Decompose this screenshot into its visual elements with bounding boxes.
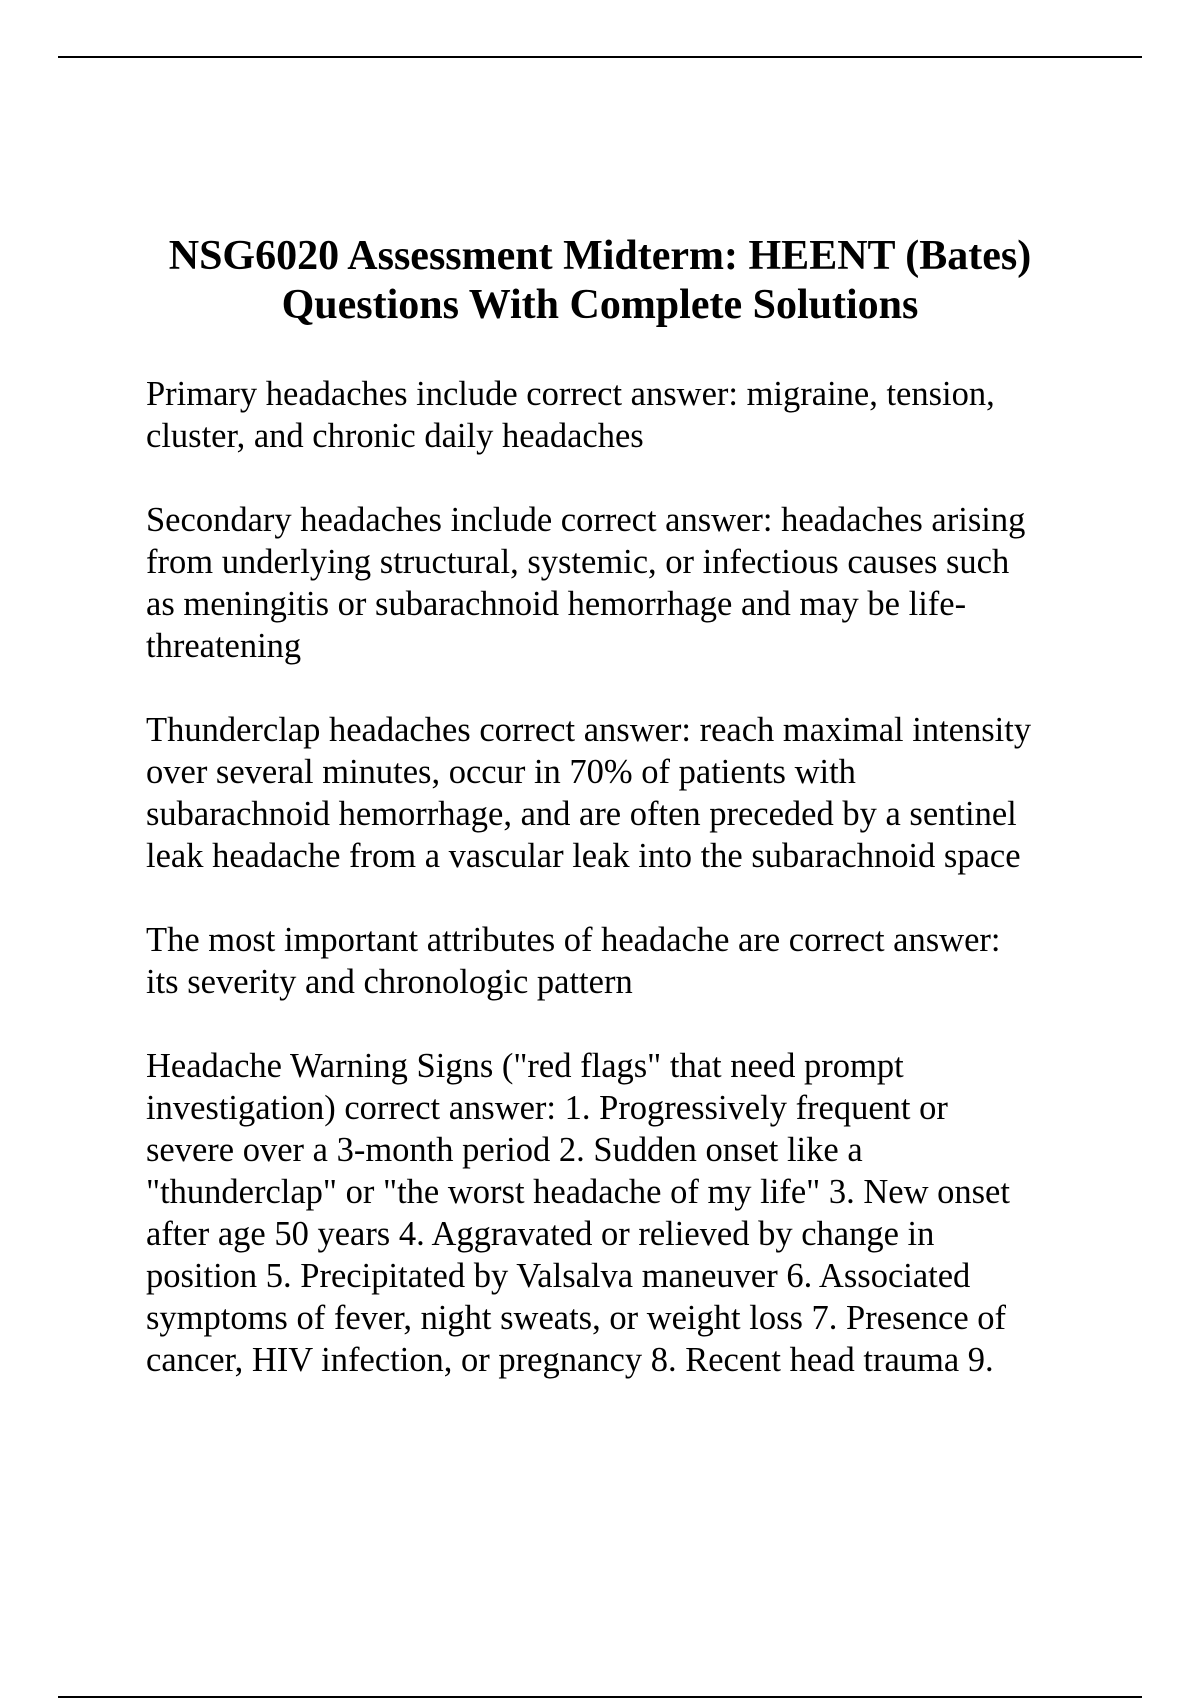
document-title <box>100 232 1100 330</box>
text-line: Secondary headaches include correct answer: headaches arising <box>146 501 1026 539</box>
qa-entry-warning-signs <box>146 1045 1106 1381</box>
text-line: Headache Warning Signs ("red flags" that need prompt <box>146 1047 904 1085</box>
text-line: Primary headaches include correct answer: migraine, tension, <box>146 375 995 413</box>
text-line: threatening <box>146 627 302 665</box>
text-line: cancer, HIV infection, or pregnancy 8. Recent head trauma 9. <box>146 1341 994 1379</box>
text-line: as meningitis or subarachnoid hemorrhage and may be life- <box>146 585 967 623</box>
text-line: after age 50 years 4. Aggravated or relieved by change in <box>146 1215 935 1253</box>
text-line: subarachnoid hemorrhage, and are often preceded by a sentinel <box>146 795 1017 833</box>
qa-entry-secondary-headaches <box>146 499 1106 667</box>
text-line: position 5. Precipitated by Valsalva maneuver 6. Associated <box>146 1257 971 1295</box>
text-line: its severity and chronologic pattern <box>146 963 633 1001</box>
top-divider <box>58 56 1142 58</box>
qa-entry-primary-headaches <box>146 373 1106 457</box>
title-line: NSG6020 Assessment Midterm: HEENT (Bates) <box>168 233 1032 279</box>
title-line: Questions With Complete Solutions <box>281 282 919 328</box>
qa-entry-thunderclap-headaches <box>146 709 1106 877</box>
qa-list <box>146 373 1106 1423</box>
text-line: over several minutes, occur in 70% of patients with <box>146 753 856 791</box>
text-line: Thunderclap headaches correct answer: reach maximal intensity <box>146 711 1032 749</box>
text-line: severe over a 3-month period 2. Sudden onset like a <box>146 1131 863 1169</box>
text-line: "thunderclap" or "the worst headache of my life" 3. New onset <box>146 1173 1010 1211</box>
text-line: The most important attributes of headache are correct answer: <box>146 921 1001 959</box>
qa-entry-headache-attributes <box>146 919 1106 1003</box>
text-line: cluster, and chronic daily headaches <box>146 417 644 455</box>
text-line: leak headache from a vascular leak into the subarachnoid space <box>146 837 1021 875</box>
bottom-divider <box>58 1696 1142 1698</box>
text-line: investigation) correct answer: 1. Progressively frequent or <box>146 1089 948 1127</box>
text-line: symptoms of fever, night sweats, or weight loss 7. Presence of <box>146 1299 1007 1337</box>
text-line: from underlying structural, systemic, or infectious causes such <box>146 543 1010 581</box>
